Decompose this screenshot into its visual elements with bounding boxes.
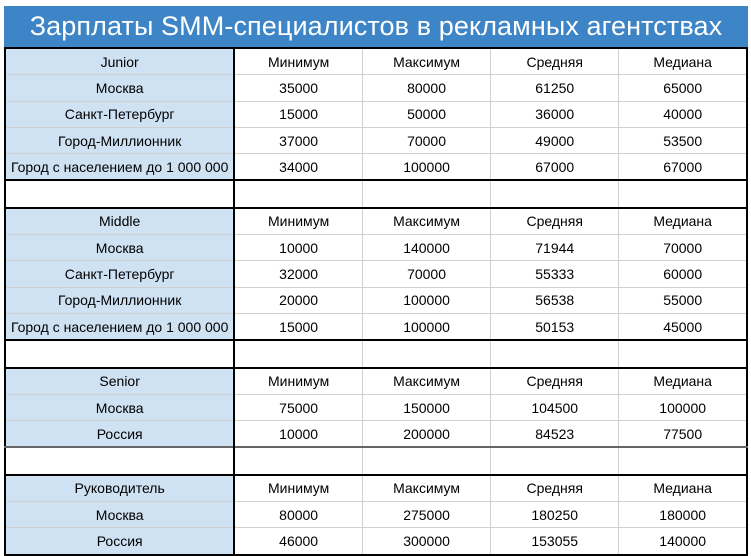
- empty-cell[interactable]: [5, 340, 234, 367]
- value-cell[interactable]: 70000: [362, 127, 490, 153]
- section-name-cell[interactable]: Руководитель: [5, 475, 234, 502]
- value-cell[interactable]: 84523: [491, 421, 619, 448]
- value-cell[interactable]: 46000: [234, 528, 362, 555]
- empty-cell[interactable]: [362, 180, 490, 207]
- row-label-cell[interactable]: Москва: [5, 75, 234, 101]
- value-cell[interactable]: 50000: [362, 101, 490, 127]
- value-cell[interactable]: 49000: [491, 127, 619, 153]
- value-cell[interactable]: 45000: [619, 313, 747, 340]
- value-cell[interactable]: 153055: [491, 528, 619, 555]
- section-name-cell[interactable]: Senior: [5, 368, 234, 395]
- value-cell[interactable]: 32000: [234, 261, 362, 287]
- value-cell[interactable]: 150000: [362, 394, 490, 420]
- table-row: [5, 313, 747, 340]
- table-row: [5, 154, 747, 181]
- section-header-junior: [5, 48, 747, 75]
- value-cell[interactable]: 37000: [234, 127, 362, 153]
- empty-cell[interactable]: [5, 447, 234, 474]
- column-header-max[interactable]: Максимум: [362, 208, 490, 235]
- column-header-max[interactable]: Максимум: [362, 475, 490, 502]
- row-label-cell[interactable]: Санкт-Петербург: [5, 101, 234, 127]
- value-cell[interactable]: 300000: [362, 528, 490, 555]
- empty-row: [5, 180, 747, 207]
- value-cell[interactable]: 100000: [362, 313, 490, 340]
- value-cell[interactable]: 70000: [362, 261, 490, 287]
- value-cell[interactable]: 10000: [234, 235, 362, 261]
- value-cell[interactable]: 275000: [362, 502, 490, 528]
- section-header-lead: [5, 475, 747, 502]
- empty-cell[interactable]: [234, 447, 362, 474]
- column-header-median[interactable]: Медиана: [619, 208, 747, 235]
- value-cell[interactable]: 60000: [619, 261, 747, 287]
- table-row: [5, 394, 747, 420]
- section-name-cell[interactable]: Junior: [5, 48, 234, 75]
- empty-cell[interactable]: [491, 340, 619, 367]
- value-cell[interactable]: 50153: [491, 313, 619, 340]
- row-label-cell[interactable]: Россия: [5, 421, 234, 448]
- empty-row: [5, 447, 747, 474]
- row-label-cell[interactable]: Санкт-Петербург: [5, 261, 234, 287]
- value-cell[interactable]: 80000: [234, 502, 362, 528]
- value-cell[interactable]: 56538: [491, 287, 619, 313]
- empty-cell[interactable]: [619, 447, 747, 474]
- value-cell[interactable]: 140000: [619, 528, 747, 555]
- page-title[interactable]: Зарплаты SMM-специалистов в рекламных агентствах: [4, 6, 748, 47]
- value-cell[interactable]: 67000: [619, 154, 747, 181]
- value-cell[interactable]: 70000: [619, 235, 747, 261]
- value-cell[interactable]: 100000: [362, 154, 490, 181]
- value-cell[interactable]: 10000: [234, 421, 362, 448]
- section-header-middle: [5, 208, 747, 235]
- empty-cell[interactable]: [491, 180, 619, 207]
- value-cell[interactable]: 104500: [491, 394, 619, 420]
- table-row: [5, 235, 747, 261]
- value-cell[interactable]: 53500: [619, 127, 747, 153]
- column-header-min[interactable]: Минимум: [234, 48, 362, 75]
- value-cell[interactable]: 100000: [362, 287, 490, 313]
- table-row: [5, 127, 747, 153]
- value-cell[interactable]: 80000: [362, 75, 490, 101]
- value-cell[interactable]: 100000: [619, 394, 747, 420]
- value-cell[interactable]: 71944: [491, 235, 619, 261]
- value-cell[interactable]: 20000: [234, 287, 362, 313]
- column-header-min[interactable]: Минимум: [234, 475, 362, 502]
- value-cell[interactable]: 180000: [619, 502, 747, 528]
- table-row: [5, 528, 747, 555]
- empty-cell[interactable]: [234, 340, 362, 367]
- column-header-median[interactable]: Медиана: [619, 475, 747, 502]
- table-row: [5, 421, 747, 448]
- table-row: [5, 75, 747, 101]
- value-cell[interactable]: 180250: [491, 502, 619, 528]
- row-label-cell[interactable]: Москва: [5, 394, 234, 420]
- value-cell[interactable]: 55333: [491, 261, 619, 287]
- column-header-min[interactable]: Минимум: [234, 368, 362, 395]
- value-cell[interactable]: 35000: [234, 75, 362, 101]
- section-header-senior: [5, 368, 747, 395]
- row-label-cell[interactable]: Москва: [5, 235, 234, 261]
- empty-cell[interactable]: [362, 447, 490, 474]
- table-row: [5, 261, 747, 287]
- value-cell[interactable]: 15000: [234, 101, 362, 127]
- value-cell[interactable]: 15000: [234, 313, 362, 340]
- column-header-min[interactable]: Минимум: [234, 208, 362, 235]
- spreadsheet: [4, 6, 748, 556]
- column-header-avg[interactable]: Средняя: [491, 475, 619, 502]
- value-cell[interactable]: 61250: [491, 75, 619, 101]
- value-cell[interactable]: 67000: [491, 154, 619, 181]
- column-header-max[interactable]: Максимум: [362, 368, 490, 395]
- row-label-cell[interactable]: Россия: [5, 528, 234, 555]
- column-header-max[interactable]: Максимум: [362, 48, 490, 75]
- value-cell[interactable]: 34000: [234, 154, 362, 181]
- value-cell[interactable]: 40000: [619, 101, 747, 127]
- value-cell[interactable]: 77500: [619, 421, 747, 448]
- column-header-median[interactable]: Медиана: [619, 368, 747, 395]
- row-label-cell[interactable]: Город с населением до 1 000 000: [5, 313, 234, 340]
- empty-cell[interactable]: [234, 180, 362, 207]
- row-label-cell[interactable]: Москва: [5, 502, 234, 528]
- empty-cell[interactable]: [491, 447, 619, 474]
- column-header-avg[interactable]: Средняя: [491, 208, 619, 235]
- value-cell[interactable]: 75000: [234, 394, 362, 420]
- column-header-avg[interactable]: Средняя: [491, 48, 619, 75]
- value-cell[interactable]: 200000: [362, 421, 490, 448]
- section-name-cell[interactable]: Middle: [5, 208, 234, 235]
- empty-cell[interactable]: [619, 340, 747, 367]
- value-cell[interactable]: 36000: [491, 101, 619, 127]
- empty-row: [5, 340, 747, 367]
- column-header-median[interactable]: Медиана: [619, 48, 747, 75]
- value-cell[interactable]: 65000: [619, 75, 747, 101]
- row-label-cell[interactable]: Город с населением до 1 000 000: [5, 154, 234, 181]
- column-header-avg[interactable]: Средняя: [491, 368, 619, 395]
- value-cell[interactable]: 55000: [619, 287, 747, 313]
- salary-table: [4, 47, 748, 556]
- empty-cell[interactable]: [5, 180, 234, 207]
- table-row: [5, 287, 747, 313]
- table-row: [5, 101, 747, 127]
- table-row: [5, 502, 747, 528]
- value-cell[interactable]: 140000: [362, 235, 490, 261]
- row-label-cell[interactable]: Город-Миллионник: [5, 287, 234, 313]
- row-label-cell[interactable]: Город-Миллионник: [5, 127, 234, 153]
- empty-cell[interactable]: [619, 180, 747, 207]
- empty-cell[interactable]: [362, 340, 490, 367]
